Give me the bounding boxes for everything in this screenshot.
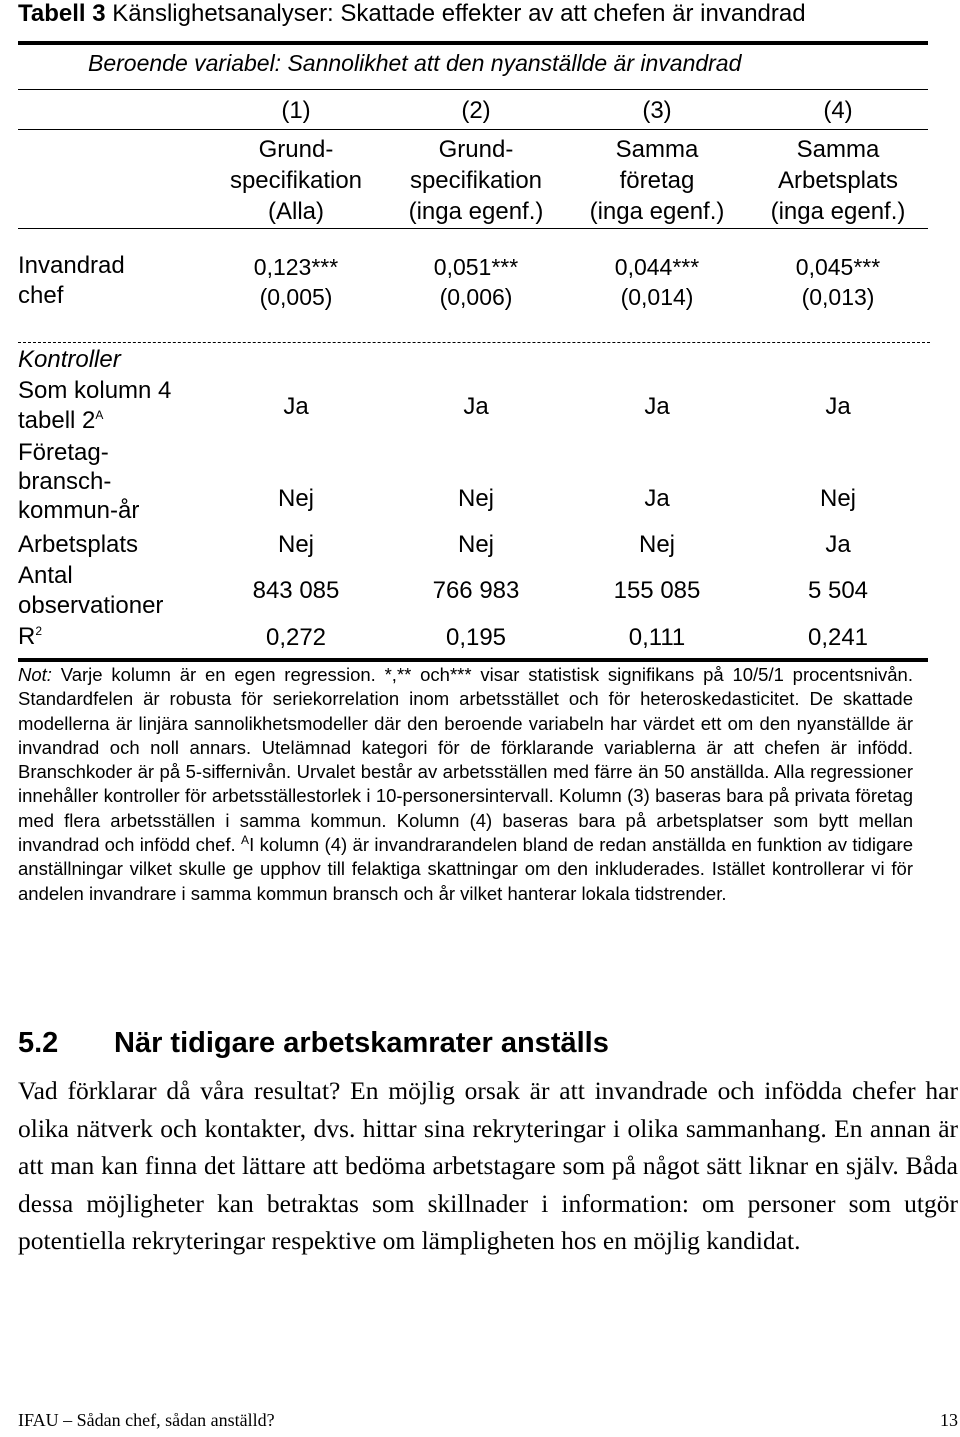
row-label-line: observationer xyxy=(18,592,164,619)
row-label-superscript: 2 xyxy=(35,624,43,638)
table-cell: Nej xyxy=(457,485,494,512)
table-title-text: Känslighetsanalyser: Skattade effekter av att chefen är invandrad xyxy=(105,0,806,27)
table-cell: Ja xyxy=(825,393,851,420)
footer-running-title: IFAU – Sådan chef, sådan anställd? xyxy=(18,1410,275,1430)
body-paragraph: Vad förklarar då våra resultat? En möjlig orsak är att invandrade och infödda chefer har olika nätverk och kontakter, dvs. hittar sina rekryteringar i olika sammanhang. En annan är att man kan finna det lättare att bedöma arbetstagare som på något sätt liknar en själv. Båda dessa möjligheter kan betraktas som skillnader i information: om personer som utgör potentiella rekryteringar respektive om lämpligheten hos en möjlig kandidat. xyxy=(18,1076,958,1255)
table-cell: Nej xyxy=(638,531,675,558)
table-title-bold: Tabell 3 xyxy=(18,0,106,27)
column-number-1: (1) xyxy=(281,97,311,124)
top-rule xyxy=(18,41,928,45)
notes-superscript: A xyxy=(241,832,250,847)
row-label-superscript: A xyxy=(95,408,104,422)
row-label-immigrant-manager xyxy=(18,251,125,311)
standard-error-cell: (0,005) xyxy=(259,284,333,310)
column-header-line: företag xyxy=(619,167,695,194)
dependent-variable-caption: Beroende variabel: Sannolikhet att den nyanställde är invandrad xyxy=(88,50,742,76)
row-label-column4-table2 xyxy=(18,376,171,436)
column-header-line: (inga egenf.) xyxy=(589,198,725,225)
coefficient-cell: 0,044*** xyxy=(614,254,700,280)
table-cell: Nej xyxy=(277,485,314,512)
controls-heading: Kontroller xyxy=(18,346,121,373)
row-label-r-squared xyxy=(18,622,42,652)
table-cell: 0,272 xyxy=(265,624,327,651)
table-cell: Nej xyxy=(457,531,494,558)
section-title: När tidigare arbetskamrater anställs xyxy=(114,1027,609,1059)
dashed-separator xyxy=(18,342,930,343)
column-header-1 xyxy=(201,134,391,227)
header-rule xyxy=(18,89,928,90)
column-number-3: (3) xyxy=(642,97,672,124)
table-cell: 766 983 xyxy=(432,577,520,604)
table-cell: 0,195 xyxy=(445,624,507,651)
table-cell: 5 504 xyxy=(807,577,869,604)
table-cell: 155 085 xyxy=(613,577,701,604)
table-cell: Nej xyxy=(819,485,856,512)
table-cell: Ja xyxy=(283,393,309,420)
row-label-line: Invandrad xyxy=(18,252,125,279)
column-header-line: Samma xyxy=(615,136,699,163)
column-number-rule xyxy=(18,129,928,130)
column-header-line: Samma xyxy=(796,136,880,163)
table-bottom-rule xyxy=(18,658,928,662)
column-header-line: Grund- xyxy=(258,136,334,163)
table-cell: Ja xyxy=(644,485,670,512)
section-heading xyxy=(18,1027,609,1060)
row-label-text: tabell 2 xyxy=(18,407,96,434)
notes-prefix: Not: xyxy=(18,664,52,685)
column-header-line: (Alla) xyxy=(267,198,324,225)
column-header-3 xyxy=(562,134,752,227)
row-label-text: R xyxy=(18,623,36,650)
column-header-line: Grund- xyxy=(438,136,514,163)
standard-error-cell: (0,013) xyxy=(801,284,875,310)
column-header-line: specifikation xyxy=(229,167,363,194)
row-label-line: Som kolumn 4 xyxy=(18,377,172,404)
row-label-line: Antal xyxy=(18,562,73,589)
row-label-line: chef xyxy=(18,282,64,309)
column-header-4 xyxy=(743,134,933,227)
coefficient-cell: 0,051*** xyxy=(433,254,519,280)
header-bottom-rule xyxy=(18,228,928,229)
row-label-line: bransch- xyxy=(18,468,112,495)
column-header-line: specifikation xyxy=(409,167,543,194)
table-cell: 843 085 xyxy=(252,577,340,604)
notes-text: Varje kolumn är en egen regression. *,** och*** visar statistisk signifikans på 10/5/1 procentsnivån. Standardfelen är robusta för seriekorrelation inom arbetsstället och för heteroskedasticitet. De skattade modellerna är linjära sannolikhetsmodeller där den beroende variabeln har värdet ett om den nyanställde är invandrad och noll annars. Utelämnad kategori för de förklarande variablerna är att chefen är infödd. Branschkoder är på 5-siffernivån. Urvalet består av arbetsställen med färre än 50 anställda. Alla regressioner innehåller kontroller för arbetsställestorlek i 10-personersintervall. Kolumn (3) baseras bara på privata företag med flera arbetsställen i samma kommun. Kolumn (4) baseras bara på arbetsplatser som bytt mellan invandrad och infödd chef. xyxy=(18,664,913,856)
row-label-line: kommun-år xyxy=(18,497,140,524)
column-header-line: (inga egenf.) xyxy=(770,198,906,225)
row-label-workplace: Arbetsplats xyxy=(18,531,139,558)
coefficient-cell: 0,045*** xyxy=(795,254,881,280)
row-label-line xyxy=(18,406,171,436)
column-header-line: Arbetsplats xyxy=(777,167,899,194)
table-cell: 0,111 xyxy=(628,624,686,651)
coefficient-cell: 0,123*** xyxy=(253,254,339,280)
column-header-line: (inga egenf.) xyxy=(408,198,544,225)
table-cell: Ja xyxy=(825,531,851,558)
table-notes xyxy=(18,663,913,906)
row-label-line: Företag- xyxy=(18,439,109,466)
column-header-2 xyxy=(381,134,571,227)
column-number-4: (4) xyxy=(823,97,853,124)
notes-text: I kolumn (4) är invandrarandelen bland de redan anställda en funktion av tidigare anställningar vilket skulle ge upphov till felaktiga skattningar om den inkluderades. Istället kontrollerar vi för andelen invandrare i samma kommun bransch och år vilket hanterar lokala tidstrender. xyxy=(18,834,913,904)
table-cell: 0,241 xyxy=(807,624,869,651)
row-label-firm-industry-municipality-year xyxy=(18,438,139,525)
standard-error-cell: (0,014) xyxy=(620,284,694,310)
section-number: 5.2 xyxy=(18,1027,59,1059)
table-cell: Nej xyxy=(277,531,314,558)
column-number-2: (2) xyxy=(461,97,491,124)
page-number: 13 xyxy=(940,1410,958,1430)
table-cell: Ja xyxy=(644,393,670,420)
standard-error-cell: (0,006) xyxy=(439,284,513,310)
table-title xyxy=(18,0,806,28)
row-label-observations xyxy=(18,561,163,621)
table-cell: Ja xyxy=(463,393,489,420)
